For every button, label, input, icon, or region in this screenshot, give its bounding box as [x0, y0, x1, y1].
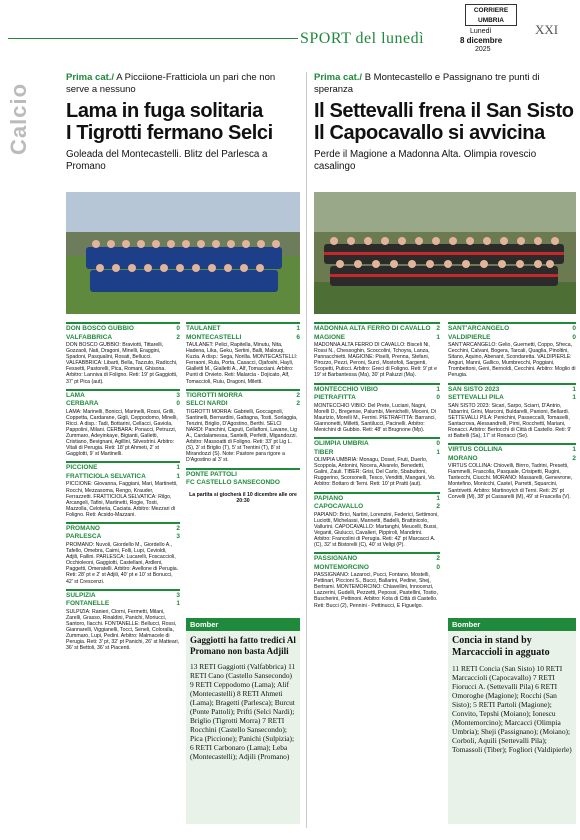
right-kicker-text: B Montecastello e Passignano tre punti di speranza	[314, 72, 540, 95]
header-date: 8 dicembre	[460, 36, 503, 45]
match-team-1: PASSIGNANO 2	[314, 552, 440, 563]
match-team-1: TIGROTTI MORRA 2	[186, 389, 300, 400]
match-team-1: DON BOSCO GUBBIO 0	[66, 322, 180, 333]
right-story	[314, 72, 576, 173]
right-kicker	[314, 72, 576, 96]
match-details: MONTECCHIO VIBIO: Del Prete, Luciani, Nagni, Morelli D., Bregense, Palumbi, Menichelli, Moceni, Di Maurizio, Morelli M., Ferrini. PIETRAFITTA: Barranci, Giannonetti, Milletti, Santilucci, Pacinelli. Arbitro: Menichini di Gubbio. Reti: 48' st Brugnone (Mp).	[314, 402, 436, 433]
column-3	[314, 322, 440, 609]
match-block	[314, 437, 440, 487]
team-photo-left	[66, 192, 300, 314]
match-block	[66, 461, 180, 518]
match-team-1: MONTECCHIO VIBIO 1	[314, 383, 440, 394]
match-block	[186, 468, 300, 504]
match-team-2: CAPOCAVALLO 2	[314, 503, 440, 510]
bomber-title-left: Bomber	[186, 618, 300, 631]
match-team-1: PAPIANO 1	[314, 492, 440, 503]
match-team-2: MORANO 2	[448, 454, 576, 462]
match-team-1: SAN SISTO 2023 1	[448, 383, 576, 394]
match-note: La partita si giocherà il 10 dicembre alle ore 20:30	[189, 491, 297, 504]
match-block	[66, 322, 180, 385]
match-team-2: VALDIPIERLE 0	[448, 333, 576, 341]
right-kicker-label: Prima cat./	[314, 72, 363, 83]
page-number: XXI	[535, 22, 559, 37]
team-photo-right	[314, 192, 576, 314]
column-divider	[306, 72, 307, 828]
newspaper-logo: CORRIERE UMBRIA	[465, 4, 517, 26]
match-team-2: FONTANELLE 1	[66, 600, 180, 608]
match-block	[314, 552, 440, 609]
match-team-1: VIRTUS COLLINA 1	[448, 443, 576, 454]
match-block	[314, 322, 440, 379]
match-team-1: SANT'ARCANGELO 0	[448, 322, 576, 333]
bomber-title-right: Bomber	[448, 618, 576, 631]
left-subhead: Goleada del Montecastelli. Blitz del Parlesca a Promano	[66, 149, 268, 172]
left-kicker	[66, 72, 298, 96]
match-details: SULPIZIA: Ranieri, Ciorni, Fermetti, Milani, Zarelli, Grasso, Rinaldini, Panichi, Moriucci, Santoro, Ilacchi. FONTANELLE: Bellucci, Rossi, Giannarelli, Viggianelli, Tocci, Seneli, Coloralla, Zummaro, Lupi, Pedini. Arbitro: Malmacele di Perugia. Reti: 3' pt, 32' pt Panichi, 26' st Matteari, 36' st Bettoli, 36' st Piacenti.	[66, 608, 180, 652]
match-team-2: PIETRAFITTA 0	[314, 394, 440, 402]
match-details: SANT'ARCANGELO: Gelio, Guernetti, Coppo, Sfreca, Cecchini, Calvani, Bogera, Tarcali, Quaglia, Pinoltini, Sitano, Aquino, Abenant, Scondaretta. VALDIPIERLE: Anguri, Manni, Gallico, Mumbrecchi, Poggiani, Trombettoni, Geni, Bernoldi, Cecchini. Arbitro: Moglio di Perugia.	[448, 342, 576, 379]
header-year: 2025	[475, 46, 491, 53]
match-team-2: MONTEMORCINO 0	[314, 563, 440, 571]
match-block	[186, 322, 300, 385]
match-team-2: CERBARA 0	[66, 400, 180, 408]
match-team-1: SULPIZIA 3	[66, 589, 180, 600]
match-block	[448, 322, 576, 379]
match-details: SAN SISTO 2023: Sicari, Sarpo, Sciarri, D'Antrio, Tabarrini, Grini, Marconi, Buldarelli, Panioni, Bellardi. SETTEVALLI PILA: Penichini, Passeccalli, Tomaselli, Santacrova, Alessandrelli, Pirni, Rocchetti, Mariani, Ronacci. Arbitro: Bertocchi di Città di Castello. Reti: 9' st Battelli (Sa), 17' st Ronacci (Se).	[448, 402, 572, 440]
match-details: VIRTUS COLLINA: Chiovelli, Birrro, Tadrini, Presetti, Fiammelli, Frascolla, Pasquale, Crisipetti, Rugini, Tantecchi, Ciucchi. MORANO: Massarelli, Genevrone, Montefino, Monicchi, Castel, Parretti, Squarcini, Santrivetti. Arbitro: Martinoyich di Terni. Reti: 25' pt Corvelli (M), 38' pt Cassarelli (M), 49' st Frascella (V).	[448, 463, 573, 500]
match-details: MADONNA ALTA FERRO DI CAVALLO: Bisceli Ni, Rossi N., Chessoghin, Scoccolini, Tchoyra, Lanza, Pannacchietti. MAGIONE: Piselli, Prenna, Stefani, Pirozzo, Pezzi, Peroni, Surci, Mostofoli, Sargenti, Scopetti, Puticci. Arbitro: Greci di Foligno. Reti: 9' pt e 19' st Barbantessa (Ma), 30' pt Paluzzi (Ma).	[314, 342, 437, 379]
left-kicker-label: Prima cat./	[66, 72, 115, 83]
bomber-box-right	[448, 618, 576, 824]
match-block	[66, 522, 180, 585]
match-block	[314, 383, 440, 433]
header-day: Lunedì	[470, 28, 492, 35]
left-kicker-text: A Picciione-Fratticiola un pari che non serve a nessuno	[66, 72, 276, 95]
match-block	[448, 443, 576, 500]
right-subhead: Perde il Magione a Madonna Alta. Olimpia rovescio casalingo	[314, 149, 537, 172]
match-team-1: PONTE PATTOLI	[186, 468, 300, 479]
match-details: DON BOSCO GUBBIO: Braviotti, Tittarelli, Gozzaoli, Nati, Dragoni, Minelli, Eraggini, Spadoni, Pasqualini, Rosati, Bellucci. VALFABBRICA: Libarti, Bella, Tazzuto, Radicchi, Fessetti, Pastorelli, Pica, Romani, Ghisona. Arbitro: Lanniva di Foligno. Reti: 19' pt Gaggiotti, 37' pt Pica (aut).	[66, 342, 178, 385]
header-rule	[8, 38, 298, 39]
match-block	[186, 389, 300, 464]
match-details: PICCIONE: Giovanna, Faggiani, Mari, Martinetti, Rocchi, Mezzasoma, Rengo, Krauder, Ferrazzetti. FRATTICIOLA SELVATICA: Rilgo, Arcangeli, Tafini, Martinetti, Rogie, Tosti, Mazzolla, Celoteria, Caciata. Arbitro: Mezzari di Foligno. Reti: Acsido-Mazzani.	[66, 481, 178, 518]
bomber-box-left	[186, 618, 300, 824]
column-1	[66, 322, 180, 651]
section-title: SPORT del lunedì	[300, 30, 425, 47]
left-headline-1: Lama in fuga solitaria	[66, 100, 263, 122]
match-team-2: PARLESCA 3	[66, 533, 180, 541]
match-team-1: MADONNA ALTA FERRO DI CAVALLO 2	[314, 322, 440, 333]
left-headline-2: I Tigrotti fermano Selci	[66, 122, 273, 144]
match-details: TIGROTTI MORRA: Gabrielli, Goccagnoli, Santinelli, Bernardini, Gattagna, Tosti, Sorlaggia, Tenzini, Briglio, D'Agostino, Berthi. SELCI NARDI: Panchini, Caputi, Cellaftoni, Lavane, Lig A., Cardalamessa, Santelli, Perfetti, Migandozzi. Arbitro: Massoatti di Foligno. Reti: 33' pt Lig L. (S), 3' st Briglio (T), 5' st Trentini (T), 8' st Mirandozzi (S). Note: Pastore para rigore a D'Agostino al 3' st.	[186, 408, 298, 464]
bomber-ranking-right: 11 RETI Concia (San Sisto) 10 RETI Marcaccioli (Capocavallo) 7 RETI Fiorucci A. (Settevalli Pila) 6 RETI Omoroghe (Magione); Rocchi (San Sisto); 5 RETI Partoli (Magione); Convito, Tepshi (Moiano); Ionescu (Montemorcino); Marcacci (Olimpia Umbria); Sheji (Passignano); (Moiano); Corboli, Aquili (Settevalli Pila); Tomassoli (Tiber); Fogliori (Valdipierle)	[452, 664, 572, 754]
match-block	[66, 589, 180, 652]
side-label: Calcio	[6, 82, 31, 155]
match-team-1: PICCIONE 1	[66, 461, 180, 472]
match-team-2: MAGIONE 1	[314, 333, 440, 341]
bomber-headline-left: Gaggiotti ha fatto tredici Al Promano non basta Adjili	[190, 635, 296, 656]
right-headline-2: Il Capocavallo si avvicina	[314, 122, 545, 144]
left-story	[66, 72, 298, 173]
match-details: PASSIGNANO: Lazaroci, Pucci, Fontano, Mostelli, Pettinari, Piccioni S., Bucci, Ballarini, Pedine, Shej, Bertrami. MONTEMORCINO: Chiavellini, Innocenzi, Lazzerini, Gudelli, Pezzetti, Pepossi, Pastellini, Tostio, Buscherini, Pettinoni. Arbitro: Kota di Città di Castello. Reti: Bucci (2), Pennini - Pettinucci, E Figuelgo.	[314, 572, 438, 609]
match-team-2: TIBER 1	[314, 448, 440, 456]
match-team-1: LAMA 3	[66, 389, 180, 400]
column-4	[448, 322, 576, 500]
match-team-2: MONTECASTELLI 6	[186, 333, 300, 341]
match-block	[314, 492, 440, 549]
right-headline-1: Il Settevalli frena il San Sisto	[314, 100, 574, 122]
match-team-1: OLIMPIA UMBRIA 0	[314, 437, 440, 448]
match-block	[448, 383, 576, 440]
match-team-2: FRATTICIOLA SELVATICA 1	[66, 472, 180, 480]
match-details: TAULANET: Pelici, Rapitella, Minutu, Nita, Hadena, Lika, Geku, Sertini, Balli, Malouqi, Kuzia. A disp.: Sega, Norilla. MONTECASTELLI: Ferraoni, Rula, Porta, Casacci, Ojafoshi, Hayli, Gialletti M., Gialletti A., Alf, Tomacciani. Arbitro: Punti di Orvieto. Reti: Malarcia - Dojicato, Alf, Tomaccioli, Ruiu, Dragoni, Miletti.	[186, 342, 298, 385]
match-details: PAPIANO: Brici, Nartini, Lorenzini, Federici, Settimoni, Luciotti, Michelassi, Mannetti, Badelli, Brattinicolo, Vallurini. CAPOCAVALLO: Martanghi, Meucelli, Bussi, Veganti, Giulucci, Cavalieri, Pippiroli, Mandirini. Arbitro: Francolini di Perugia. Reti: 42' pt Marcacci A. (C), 32' st Bistorelli (C), 40' st Veligi (P).	[314, 511, 439, 548]
match-details: OLIMPIA UMBRIA: Monagu, Doset, Fruti, Duerlo, Scoppola, Antonini, Nocera, Alvarelo, Benedetti, Galini, Zauli. TIBER: Grisi, Del Carlo, Sbabuttoni, Ruggerino, Scorsonelli, Tesco, Venditti, Mangani, Vo. Arbitro: Bottaro di Terni. Reti: 10' pt Pratti (aut).	[314, 457, 436, 488]
match-team-1: PROMANO 2	[66, 522, 180, 533]
column-2	[186, 322, 300, 504]
match-team-2: FC CASTELLO SANSECONDO	[186, 479, 280, 486]
match-details: LAMA: Marinelli, Bonicci, Marinelli, Rossi, Grilli, Coppetta, Cardarane, Gigli, Ceppodomo, Minelli, Ricci. A disp.: Tadi, Bottarini, Cellacci, Gaviola, Pappolini, Milani. CERBARA: Ponacci, Petruzzi, Zummaro, Adeyinkaye, Bigianti, Galletti, Cristiano, Bevignani, Agillini, Silvestrini. Arbitro: Vitali di Perugia. Reti: 18' pt Ahmeti, 2' st Gagglotti, 9' st Martinelli.	[66, 408, 178, 458]
match-block	[66, 389, 180, 458]
match-team-2: SELCI NARDI 2	[186, 400, 300, 408]
match-team-2: SETTEVALLI PILA 1	[448, 394, 576, 402]
match-team-2: VALFABBRICA 2	[66, 333, 180, 341]
page-header	[0, 0, 580, 62]
bomber-headline-right: Concia in stand by Marcaccioli in agguato	[452, 635, 550, 658]
match-details: PROMANO: Nuvoli, Giordello M., Giordello A., Tafello, Omebra, Caimi, Folli, Lupi, Cevioldi, Adjili, Fallini. PARLESCA: Lucarelli, Foscaccioli, Occhioleoni, Gaggiotti, Castellani, Ardleni, Paggetti, Omeratelli. Arbitro: Avellone di Perugia. Reti: 28' pt e 2' st Adjili, 40' pt e 10' st Bonucci, 42' st Crescenzi.	[66, 541, 179, 585]
match-team-1: TAULANET 1	[186, 322, 300, 333]
bomber-ranking-left: 13 RETI Gaggiotti (Valfabbrica) 11 RETI Cano (Castello Sansecondo) 9 RETI Ceppodomo (Lama); Alif (Montecastelli) 8 RETI Ahmeti (Lama); Bragetti (Parlesca); Burcut (Ponte Pattoli); Priftì (Selci Nardi); Briglio (Tigrotti Morra) 7 RETI Rocchini (Castello Sansecondo); Pica (Piccione); Panichi (Sulpizia); 6 RETI Carbonaro (Lama); Leba (Montecastelli); Adjili (Promano)	[190, 662, 296, 761]
